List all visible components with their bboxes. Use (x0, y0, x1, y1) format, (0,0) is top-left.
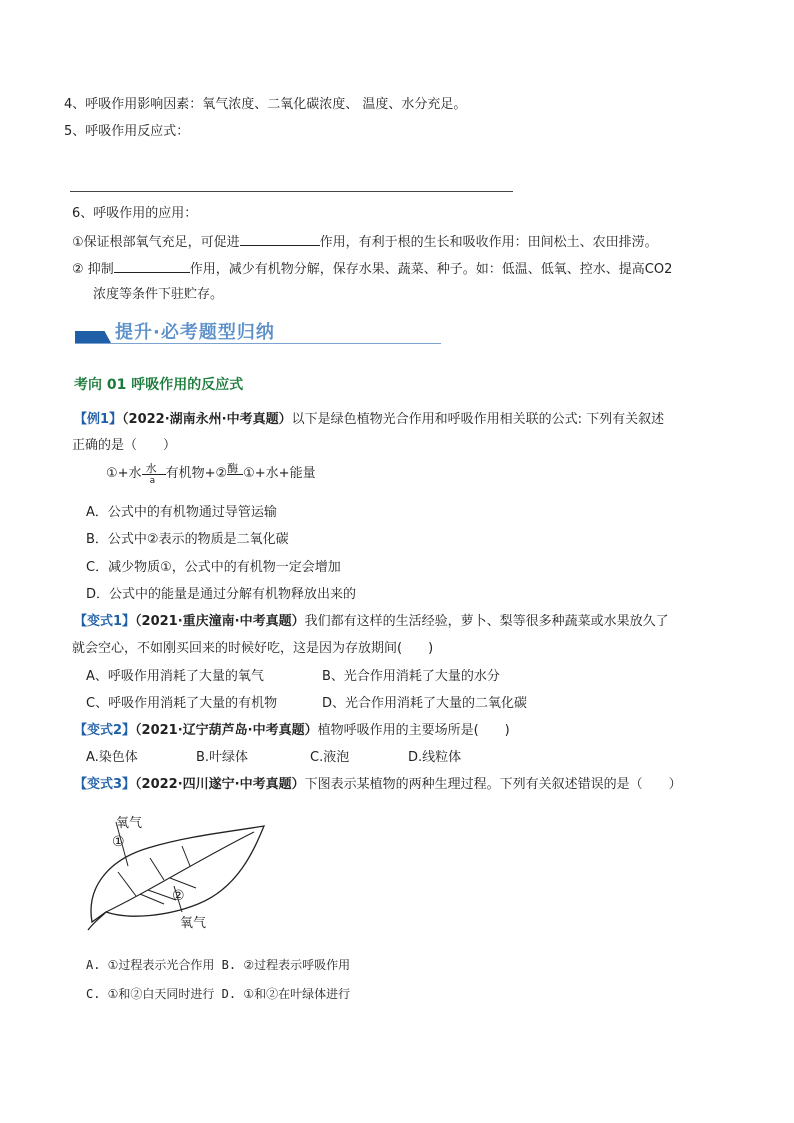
variant-1-stem-line-1 (74, 612, 669, 632)
variant-1-stem-line-2: 就会空心，不如刚买回来的时候好吃，这是因为存放期间( ) (72, 641, 434, 656)
variant-1-tag: 【变式1】 (74, 614, 136, 629)
example-1-option-c[interactable]: C．减少物质①，公式中的有机物一定会增加 (86, 560, 341, 575)
example-1-tag: 【例1】 (74, 412, 123, 427)
variant-1-option-c[interactable]: C、呼吸作用消耗了大量的有机物 (86, 696, 278, 711)
variant-2-stem (74, 721, 510, 741)
example-1-option-d[interactable]: D．公式中的能量是通过分解有机物释放出来的 (86, 587, 357, 602)
answer-line (70, 191, 513, 192)
formula-part-1: ①+水 (106, 466, 142, 481)
example-1-stem: 以下是绿色植物光合作用和呼吸作用相关联的公式: 下列有关叙述 (291, 412, 665, 427)
variant-2-option-c[interactable]: C.液泡 (310, 750, 350, 765)
item-6-title: 6、呼吸作用的应用： (72, 206, 198, 221)
leaf-vein (118, 872, 136, 896)
banner-bar (75, 331, 111, 343)
variant-3-tag: 【变式3】 (74, 777, 136, 792)
variant-2-option-b[interactable]: B.叶绿体 (196, 750, 249, 765)
variant-2-stem-text: 植物呼吸作用的主要场所是( ) (317, 723, 510, 738)
figure-label-1: ① (112, 834, 125, 850)
application-2-pre: ② 抑制 (72, 262, 114, 277)
application-2-continued: 浓度等条件下驻贮存。 (93, 287, 224, 302)
leaf-vein (182, 846, 190, 866)
variant-3-options-row-2[interactable]: C. ①和②白天同时进行 D. ①和②在叶绿体进行 (86, 987, 351, 1001)
variant-3-stem-text: 下图表示某植物的两种生理过程。下列有关叙述错误的是（ ） (304, 777, 682, 792)
variant-2-tag: 【变式2】 (74, 723, 136, 738)
blank-2[interactable] (114, 258, 190, 273)
example-1-source: （2022·湖南永州·中考真题） (122, 412, 292, 427)
item-4: 4、呼吸作用影响因素：氧气浓度、二氧化碳浓度、 温度、水分充足。 (64, 97, 467, 112)
example-1-stem-line-2: 正确的是（ ） (72, 438, 177, 453)
formula-arrow-2-top: 酶 (227, 462, 239, 475)
blank-1[interactable] (240, 231, 320, 246)
variant-2-option-a[interactable]: A.染色体 (86, 750, 138, 765)
banner-underline (75, 343, 441, 344)
variant-3-options-row-1[interactable]: A. ①过程表示光合作用 B. ②过程表示呼吸作用 (86, 958, 351, 972)
application-2 (72, 258, 672, 278)
formula-part-2: 有机物+② (165, 466, 228, 481)
leaf-vein (140, 894, 164, 904)
example-1-option-a[interactable]: A．公式中的有机物通过导管运输 (86, 505, 277, 520)
formula-arrow-2 (227, 462, 243, 475)
formula-arrow-1-bottom: a (149, 476, 156, 486)
application-2-post: 作用，减少有机物分解，保存水果、蔬菜、种子。如：低温、低氧、控水、提高CO2 (189, 262, 673, 277)
formula-arrow-1-top: 水 (145, 462, 157, 475)
leaf-diagram (78, 808, 278, 938)
variant-1-option-d[interactable]: D、光合作用消耗了大量的二氧化碳 (322, 696, 528, 711)
formula-arrow-1 (142, 462, 166, 486)
leaf-vein (150, 858, 164, 880)
figure-label-2: ② (172, 888, 185, 904)
formula-part-3: ①+水+能量 (243, 466, 316, 481)
section-title: 考向 01 呼吸作用的反应式 (74, 377, 244, 393)
application-1-pre: ①保证根部氧气充足，可促进 (72, 235, 240, 250)
variant-1-stem: 我们都有这样的生活经验，萝卜、梨等很多种蔬菜或水果放久了 (304, 614, 669, 629)
variant-3-stem (74, 775, 682, 795)
variant-3-source: （2022·四川遂宁·中考真题） (135, 777, 305, 792)
variant-1-option-a[interactable]: A、呼吸作用消耗了大量的氧气 (86, 669, 264, 684)
example-1-stem-line-1 (74, 410, 664, 430)
variant-2-source: （2021·辽宁葫芦岛·中考真题） (135, 723, 318, 738)
figure-label-oxygen-top: 氧气 (116, 816, 143, 831)
application-1 (72, 231, 658, 251)
application-1-post: 作用，有利于根的生长和吸收作用：田间松土、农田排涝。 (319, 235, 658, 250)
variant-2-option-d[interactable]: D.线粒体 (408, 750, 462, 765)
banner-title: 提升·必考题型归纳 (115, 322, 275, 343)
variant-1-source: （2021·重庆潼南·中考真题） (135, 614, 305, 629)
example-1-option-b[interactable]: B．公式中②表示的物质是二氧化碳 (86, 532, 289, 547)
reaction-formula (106, 462, 316, 486)
variant-1-option-b[interactable]: B、光合作用消耗了大量的水分 (322, 669, 500, 684)
item-5: 5、呼吸作用反应式： (64, 124, 190, 139)
figure-label-oxygen-bottom: 氧气 (180, 916, 207, 931)
